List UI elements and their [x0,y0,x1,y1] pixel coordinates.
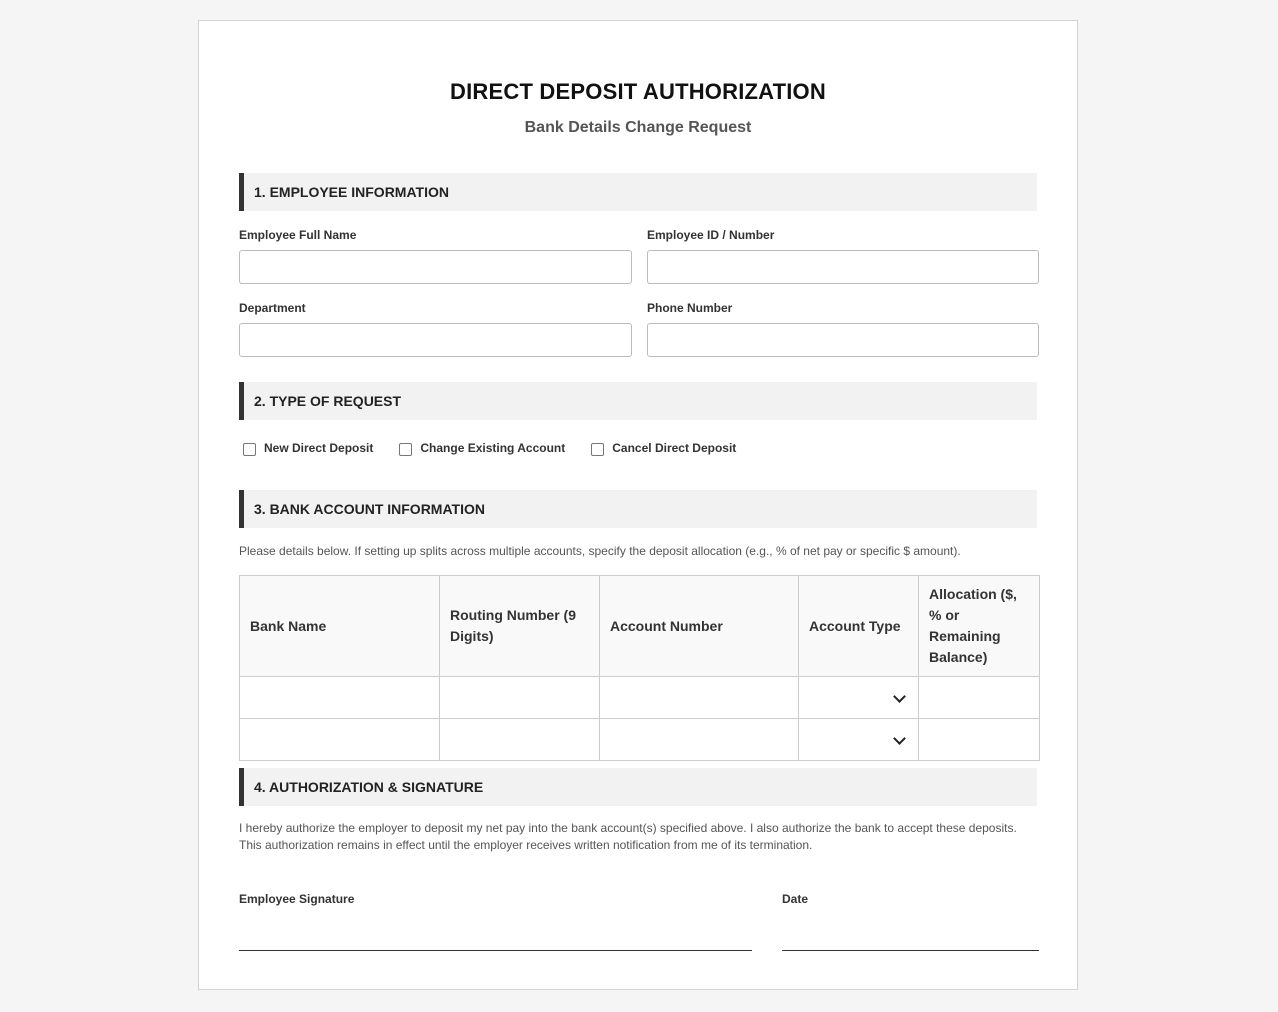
column-header-bank-name: Bank Name [240,576,440,677]
column-header-account-type: Account Type [799,576,919,677]
form-title: DIRECT DEPOSIT AUTHORIZATION [450,79,826,104]
bank-accounts-table [239,575,1040,761]
allocation-cell[interactable] [919,677,1040,719]
date-line[interactable] [782,950,1039,951]
new-direct-deposit-checkbox[interactable] [243,443,256,456]
employee-signature-label: Employee Signature [239,892,355,906]
column-header-routing-number: Routing Number (9 Digits) [440,576,600,677]
employee-full-name-label: Employee Full Name [239,228,357,242]
chevron-down-icon [893,732,906,745]
table-row [240,719,1040,761]
cancel-direct-deposit-checkbox[interactable] [591,443,604,456]
allocation-cell[interactable] [919,719,1040,761]
phone-number-input[interactable] [647,323,1039,357]
department-input[interactable] [239,323,632,357]
change-existing-account-label: Change Existing Account [420,441,566,455]
employee-full-name-input[interactable] [239,250,632,284]
table-row [240,677,1040,719]
option-cancel-direct-deposit[interactable] [587,440,736,456]
employee-id-label: Employee ID / Number [647,228,775,242]
date-label: Date [782,892,809,906]
authorization-statement: I hereby authorize the employer to deposit my net pay into the bank account(s) specified above. I also authorize the bank to accept these deposits. This authorization remains in effect until the employer receives written notification from me of its termination. [239,821,1017,852]
bank-info-instructions: Please details below. If setting up splits across multiple accounts, specify the deposit allocation (e.g., % of net pay or specific $ amount). [239,544,961,558]
bank-name-cell[interactable] [240,719,440,761]
column-header-account-number: Account Number [600,576,799,677]
bank-name-cell[interactable] [240,677,440,719]
account-type-select[interactable] [799,677,919,719]
employee-id-input[interactable] [647,250,1039,284]
table-header-row [240,576,1040,677]
new-direct-deposit-label: New Direct Deposit [264,441,374,455]
form-subtitle: Bank Details Change Request [524,119,752,136]
form-page [198,20,1078,990]
request-type-options [239,440,758,456]
chevron-down-icon [893,690,906,703]
column-header-allocation: Allocation ($, % or Remaining Balance) [919,576,1040,677]
section-bank-account-information-header: 3. BANK ACCOUNT INFORMATION [239,490,1037,528]
routing-number-cell[interactable] [440,719,600,761]
account-number-cell[interactable] [600,677,799,719]
option-new-direct-deposit[interactable] [239,440,373,456]
phone-number-label: Phone Number [647,301,733,315]
department-label: Department [239,301,306,315]
section-authorization-signature-header: 4. AUTHORIZATION & SIGNATURE [239,768,1037,806]
section-type-of-request-header: 2. TYPE OF REQUEST [239,382,1037,420]
routing-number-cell[interactable] [440,677,600,719]
option-change-existing-account[interactable] [395,440,565,456]
section-employee-information-header: 1. EMPLOYEE INFORMATION [239,173,1037,211]
account-type-select[interactable] [799,719,919,761]
employee-signature-line[interactable] [239,950,752,951]
change-existing-account-checkbox[interactable] [399,443,412,456]
account-number-cell[interactable] [600,719,799,761]
cancel-direct-deposit-label: Cancel Direct Deposit [612,441,737,455]
